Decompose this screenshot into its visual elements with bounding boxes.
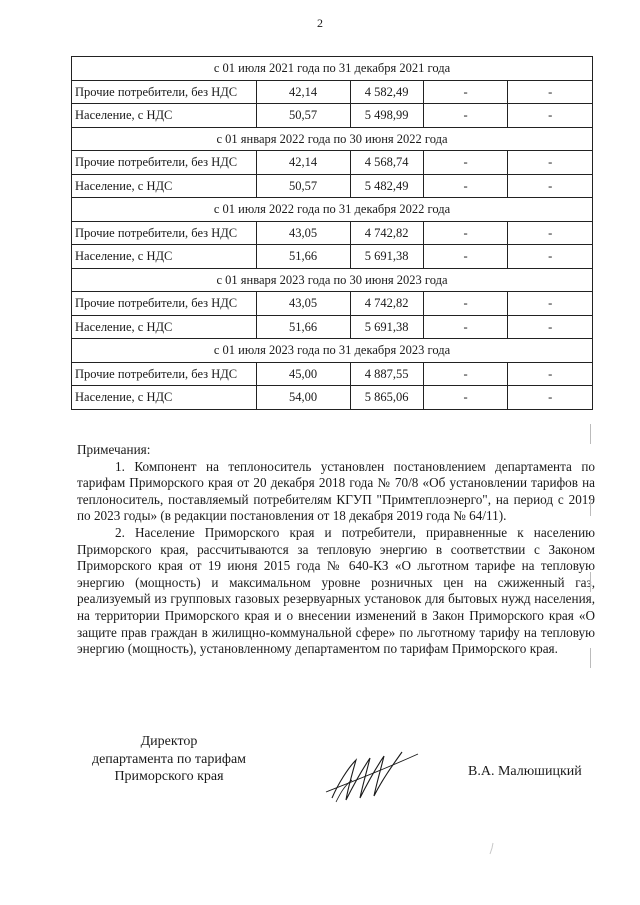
tariff-value-cell: 5 691,38 [350, 315, 423, 339]
period-header-row [72, 268, 593, 292]
consumer-cell: Прочие потребители, без НДС [72, 362, 257, 386]
tariff-value-cell: 43,05 [256, 292, 350, 316]
table-row [72, 221, 593, 245]
notes-section [77, 442, 595, 658]
tariff-value-cell: 5 691,38 [350, 245, 423, 269]
period-label: с 01 июля 2022 года по 31 декабря 2022 года [72, 198, 593, 222]
period-header-row [72, 57, 593, 81]
consumer-cell: Население, с НДС [72, 386, 257, 410]
tariff-value-cell: 4 742,82 [350, 221, 423, 245]
empty-value-cell: - [423, 80, 508, 104]
tariff-value-cell: 4 582,49 [350, 80, 423, 104]
table-row [72, 245, 593, 269]
signer-name: В.А. Малюшицкий [468, 764, 582, 779]
empty-value-cell: - [423, 151, 508, 175]
consumer-cell: Прочие потребители, без НДС [72, 292, 257, 316]
margin-mark [590, 424, 599, 444]
margin-mark [590, 496, 599, 516]
table-row [72, 315, 593, 339]
table-row [72, 292, 593, 316]
tariff-value-cell: 5 498,99 [350, 104, 423, 128]
empty-value-cell: - [508, 362, 593, 386]
handwritten-signature [322, 740, 422, 810]
tariff-value-cell: 42,14 [256, 80, 350, 104]
period-header-row [72, 339, 593, 363]
tariff-value-cell: 5 482,49 [350, 174, 423, 198]
empty-value-cell: - [508, 174, 593, 198]
note-2: 2. Население Приморского края и потребители, приравненные к населению Приморского края, рассчитываются за тепловую энергию в соответствии с Законом Приморского края от 19 июня 2015 года № 640-КЗ «О льготном тарифе на тепловую энергию (мощность) и максимальном уровне розничных цен на сжиженный газ, реализуемый из групповых газовых резервуарных установок для бытовых нужд населения, на территории Приморского края и о внесении изменений в Закон Приморского края «О защите прав граждан в жилищно-коммунальной сфере» по льготному тарифу на тепловую энергию (мощность), установленному департаментом по тарифам Приморского края. [77, 524, 595, 657]
period-label: с 01 января 2023 года по 30 июня 2023 года [72, 268, 593, 292]
table-row [72, 104, 593, 128]
empty-value-cell: - [423, 174, 508, 198]
period-label: с 01 января 2022 года по 30 июня 2022 года [72, 127, 593, 151]
empty-value-cell: - [508, 292, 593, 316]
director-position [60, 733, 278, 786]
empty-value-cell: - [423, 315, 508, 339]
period-header-row [72, 127, 593, 151]
scan-speck [486, 840, 498, 856]
consumer-cell: Население, с НДС [72, 245, 257, 269]
empty-value-cell: - [423, 362, 508, 386]
notes-title: Примечания: [77, 442, 151, 457]
page-number: 2 [317, 16, 323, 30]
director-position-line2: департамента по тарифам [91, 751, 247, 767]
empty-value-cell: - [508, 221, 593, 245]
tariff-value-cell: 4 568,74 [350, 151, 423, 175]
tariff-value-cell: 5 865,06 [350, 386, 423, 410]
empty-value-cell: - [423, 292, 508, 316]
empty-value-cell: - [423, 386, 508, 410]
consumer-cell: Прочие потребители, без НДС [72, 221, 257, 245]
tariff-value-cell: 54,00 [256, 386, 350, 410]
empty-value-cell: - [423, 245, 508, 269]
tariff-table-body [72, 57, 593, 410]
tariff-value-cell: 43,05 [256, 221, 350, 245]
period-label: с 01 июля 2023 года по 31 декабря 2023 года [72, 339, 593, 363]
empty-value-cell: - [508, 104, 593, 128]
director-position-line3: Приморского края [114, 769, 224, 784]
tariff-value-cell: 4 742,82 [350, 292, 423, 316]
tariff-value-cell: 4 887,55 [350, 362, 423, 386]
margin-mark [590, 648, 599, 668]
tariff-value-cell: 42,14 [256, 151, 350, 175]
tariff-value-cell: 45,00 [256, 362, 350, 386]
tariff-value-cell: 50,57 [256, 104, 350, 128]
consumer-cell: Прочие потребители, без НДС [72, 151, 257, 175]
empty-value-cell: - [508, 80, 593, 104]
empty-value-cell: - [508, 245, 593, 269]
note-1: 1. Компонент на теплоноситель установлен постановлением департамента по тарифам Приморского края от 20 декабря 2018 года № 70/8 «Об установлении тарифов на теплоноситель, поставляемый потребителям КГУП "Примтеплоэнерго", на период с 2019 по 2023 годы» (в редакции постановления от 18 декабря 2019 года № 64/11). [77, 458, 595, 524]
tariff-value-cell: 51,66 [256, 315, 350, 339]
table-row [72, 174, 593, 198]
empty-value-cell: - [423, 104, 508, 128]
consumer-cell: Прочие потребители, без НДС [72, 80, 257, 104]
empty-value-cell: - [508, 151, 593, 175]
tariff-table [71, 56, 593, 410]
empty-value-cell: - [423, 221, 508, 245]
consumer-cell: Население, с НДС [72, 174, 257, 198]
director-position-line1: Директор [140, 734, 198, 749]
table-row [72, 80, 593, 104]
margin-mark [590, 572, 599, 592]
tariff-value-cell: 50,57 [256, 174, 350, 198]
period-label: с 01 июля 2021 года по 31 декабря 2021 года [72, 57, 593, 81]
tariff-value-cell: 51,66 [256, 245, 350, 269]
table-row [72, 386, 593, 410]
period-header-row [72, 198, 593, 222]
table-row [72, 151, 593, 175]
table-row [72, 362, 593, 386]
empty-value-cell: - [508, 315, 593, 339]
empty-value-cell: - [508, 386, 593, 410]
consumer-cell: Население, с НДС [72, 315, 257, 339]
consumer-cell: Население, с НДС [72, 104, 257, 128]
